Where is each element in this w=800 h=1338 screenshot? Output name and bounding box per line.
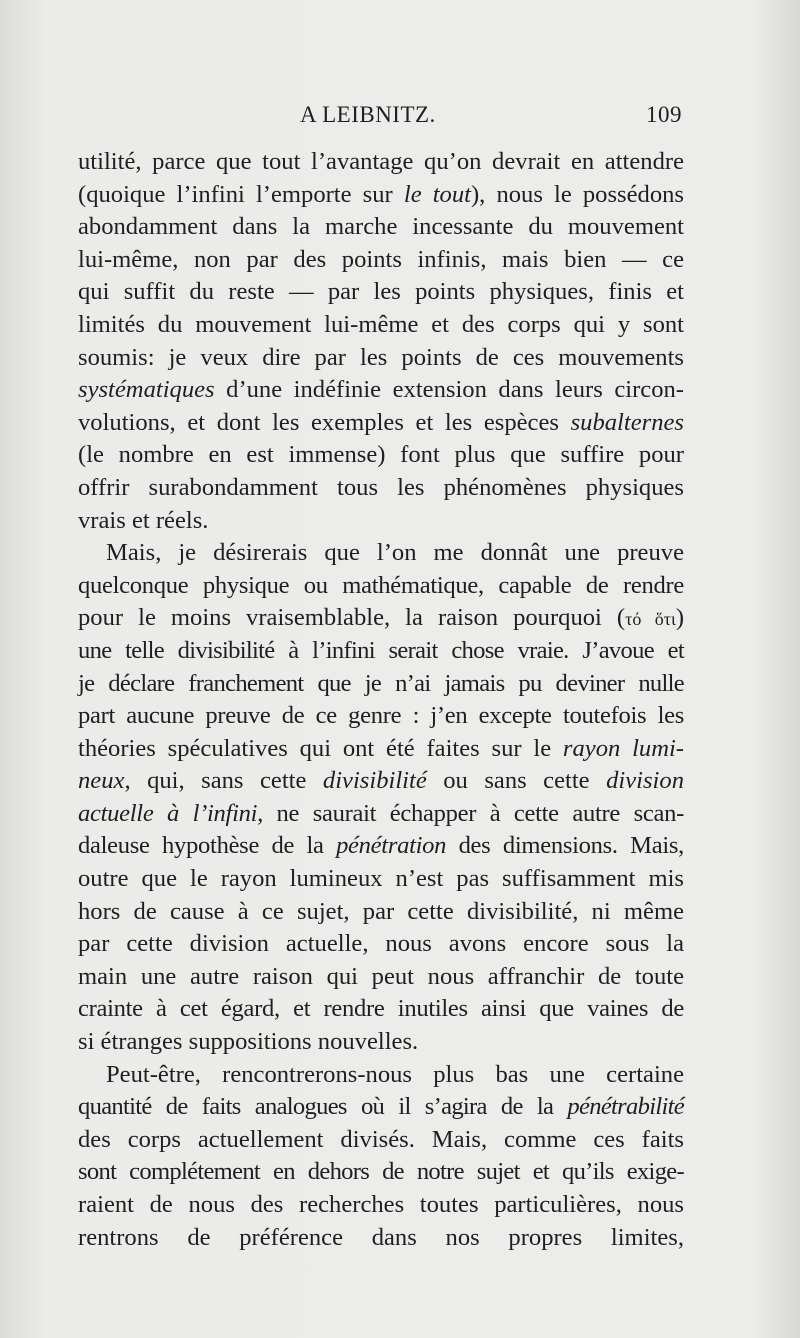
text-line <box>78 1189 684 1222</box>
italic-text: neux <box>78 767 125 795</box>
text-line <box>78 733 684 766</box>
text-segment: je déclare franchement que je n’ai jamais pu deviner nulle <box>78 669 684 697</box>
italic-text: divisibilité <box>322 767 427 795</box>
text-segment: ne saurait échapper à cette autre scan- <box>262 799 684 827</box>
text-segment: par cette division actuelle, nous avons encore sous la <box>78 930 684 958</box>
text-segment: quantité de faits analogues où il s’agira de la <box>78 1093 568 1121</box>
text-line <box>78 1091 684 1124</box>
text-segment: Mais, je désirerais que l’on me donnât une preuve <box>106 539 684 567</box>
italic-text: subalternes <box>570 408 684 436</box>
text-line <box>78 407 684 440</box>
italic-text: division <box>606 767 684 795</box>
text-line <box>78 765 684 798</box>
italic-text: actuelle à l’infini, <box>78 799 263 827</box>
text-line <box>78 374 684 407</box>
text-line <box>78 309 684 342</box>
text-segment: utilité, parce que tout l’avantage qu’on devrait en attendre <box>78 148 684 175</box>
running-head: A LEIBNITZ. <box>300 102 436 127</box>
text-segment: si étranges suppositions nouvelles. <box>78 1028 419 1056</box>
text-segment: rentrons de préférence dans nos propres limites, <box>78 1223 684 1251</box>
text-line <box>78 537 684 570</box>
text-segment: offrir surabondamment tous les phénomènes physiques <box>78 473 684 501</box>
italic-text: le tout <box>403 180 471 208</box>
text-line <box>78 1124 684 1157</box>
body-text <box>78 146 684 1254</box>
text-segment: ou sans cette <box>426 767 607 795</box>
text-segment: soumis: je veux dire par les points de ces mouvements <box>78 343 684 371</box>
text-line <box>78 602 684 635</box>
italic-text: systématiques <box>78 376 215 404</box>
text-line <box>78 700 684 733</box>
text-line <box>78 211 684 244</box>
text-segment: volutions, et dont les exemples et les espèces <box>78 408 571 436</box>
text-line <box>78 342 684 375</box>
text-line <box>78 896 684 929</box>
text-segment: des dimensions. Mais, <box>446 832 684 860</box>
text-segment: main une autre raison qui peut nous affranchir de toute <box>78 962 684 990</box>
text-line <box>78 276 684 309</box>
text-segment: crainte à cet égard, et rendre inutiles ainsi que vaines de <box>78 995 684 1023</box>
text-segment: , qui, sans cette <box>124 767 323 795</box>
text-line <box>78 798 684 831</box>
text-line <box>78 928 684 961</box>
text-line <box>78 830 684 863</box>
text-segment: hors de cause à ce sujet, par cette divisibilité, ni même <box>78 897 684 925</box>
text-segment: abondamment dans la marche incessante du mouvement <box>78 213 684 241</box>
text-line <box>78 146 684 179</box>
page-header <box>78 102 682 134</box>
text-segment: part aucune preuve de ce genre : j’en excepte toutefois les <box>78 702 684 730</box>
text-line <box>78 1222 684 1255</box>
italic-text: pénétrabilité <box>567 1093 684 1121</box>
text-line <box>78 439 684 472</box>
text-segment: une telle divisibilité à l’infini serait chose vraie. J’avoue et <box>78 636 684 664</box>
text-segment: outre que le rayon lumineux n’est pas suffisamment mis <box>78 865 684 893</box>
text-line <box>78 668 684 701</box>
text-line <box>78 1156 684 1189</box>
text-line <box>78 1059 684 1092</box>
text-line <box>78 635 684 668</box>
text-segment: raient de nous des recherches toutes particulières, nous <box>78 1191 684 1218</box>
text-segment: daleuse hypothèse de la <box>78 832 337 860</box>
text-line <box>78 570 684 603</box>
text-line <box>78 505 684 538</box>
text-segment: (le nombre en est immense) font plus que suffire pour <box>78 441 684 469</box>
italic-text: pénétration <box>336 832 447 860</box>
text-segment: limités du mouvement lui-même et des corps qui y sont <box>78 310 684 338</box>
page-number: 109 <box>646 102 682 127</box>
text-line <box>78 244 684 277</box>
text-line <box>78 472 684 505</box>
text-line <box>78 961 684 994</box>
italic-text: rayon lumi- <box>562 734 684 762</box>
text-segment: lui-même, non par des points infinis, mais bien — ce <box>78 245 684 273</box>
text-segment: (quoique l’infini l’emporte sur <box>78 180 404 208</box>
text-segment: d’une indéfinie extension dans leurs circon- <box>214 376 684 404</box>
text-segment: qui suffit du reste — par les points physiques, finis et <box>78 278 684 306</box>
text-segment: Peut-être, rencontrerons-nous plus bas une certaine <box>106 1060 684 1088</box>
text-segment: ), nous le possédons <box>470 180 684 208</box>
text-segment: théories spéculatives qui ont été faites sur le <box>78 734 563 762</box>
text-line <box>78 1026 684 1059</box>
text-line <box>78 179 684 212</box>
text-segment: vrais et réels. <box>78 506 209 534</box>
text-segment: sont complétement en dehors de notre sujet et qu’ils exige- <box>78 1158 684 1186</box>
text-line <box>78 863 684 896</box>
text-line <box>78 993 684 1026</box>
text-segment: des corps actuellement divisés. Mais, comme ces faits <box>78 1125 684 1153</box>
text-segment: quelconque physique ou mathématique, capable de rendre <box>78 571 684 599</box>
text-segment: ) <box>675 604 685 632</box>
greek-text: τό ὅτι <box>625 609 676 630</box>
text-segment: pour le moins vraisemblable, la raison pourquoi ( <box>78 604 626 632</box>
